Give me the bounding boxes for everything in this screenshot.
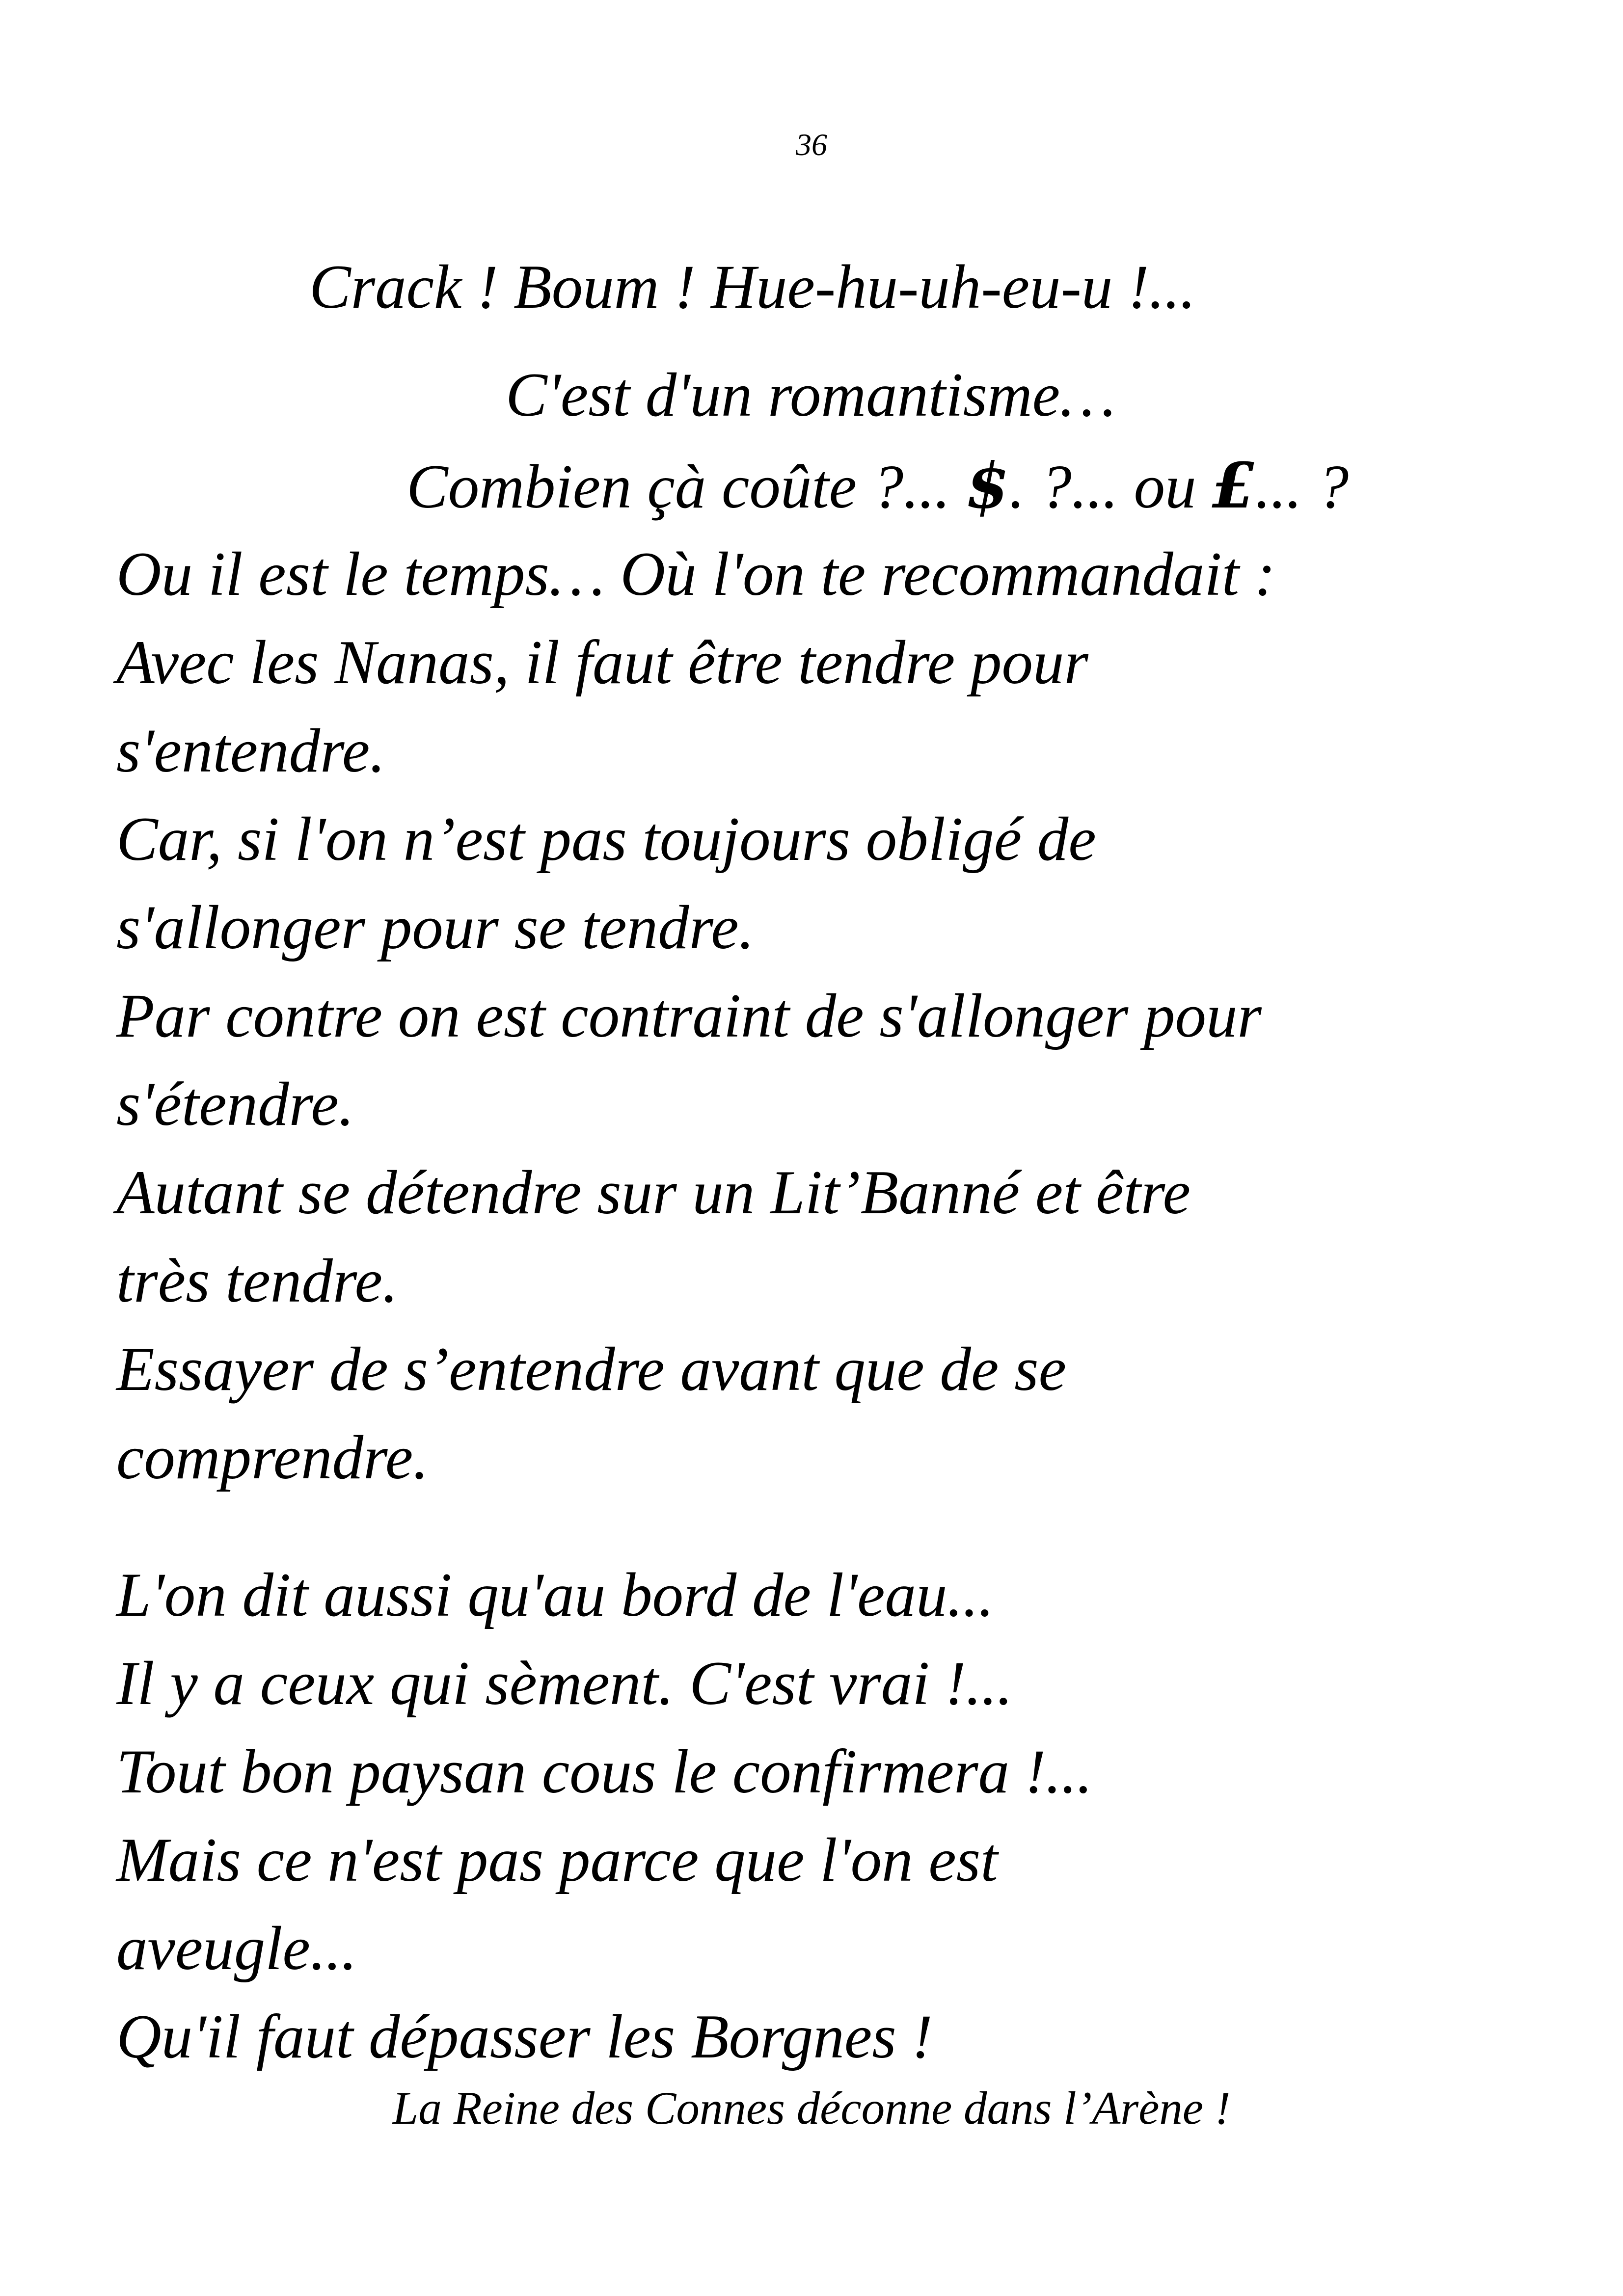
pound-symbol: £ — [1212, 449, 1255, 522]
poem-line: L'on dit aussi qu'au bord de l'eau... — [116, 1561, 994, 1629]
poem-line: s'étendre. — [116, 1070, 354, 1139]
centered-line-1: Crack ! Boum ! Hue-hu-uh-eu-u !... — [309, 253, 1196, 321]
page-number: 36 — [796, 127, 827, 162]
poem-line: aveugle... — [116, 1914, 357, 1983]
poem-line: Tout bon paysan cous le confirmera !... — [116, 1737, 1093, 1806]
poem-line: Qu'il faut dépasser les Borgnes ! — [116, 2002, 933, 2071]
centered-line-2: C'est d'un romantisme… — [506, 361, 1116, 429]
poem-line: Par contre on est contraint de s'allonger pour — [116, 982, 1262, 1050]
page-footer: La Reine des Connes déconne dans l’Arène ! — [392, 2082, 1231, 2134]
poem-line: Avec les Nanas, il faut être tendre pour — [116, 628, 1088, 697]
poem-line: s'allonger pour se tendre. — [116, 893, 755, 962]
poem-line: Autant se détendre sur un Lit’Banné et être — [116, 1158, 1190, 1227]
poem-line: Il y a ceux qui sèment. C'est vrai !... — [116, 1649, 1013, 1718]
poem-line: Mais ce n'est pas parce que l'on est — [116, 1826, 998, 1895]
dollar-symbol: $ — [966, 449, 1009, 522]
centered-line-3 — [406, 449, 1349, 524]
line3-text-a: Combien çà coûte ?... — [406, 453, 966, 521]
poem-line: comprendre. — [116, 1423, 429, 1492]
poem-line: Essayer de s’entendre avant que de se — [116, 1335, 1066, 1404]
poem-line: s'entendre. — [116, 717, 385, 785]
poem-line: très tendre. — [116, 1247, 398, 1315]
poem-body — [116, 530, 1540, 2081]
line3-text-c: ... ? — [1255, 453, 1349, 521]
line3-text-b: . ?... ou — [1009, 453, 1212, 521]
poem-line: Car, si l'on n’est pas toujours obligé de — [116, 805, 1096, 874]
poem-line: Ou il est le temps… Où l'on te recommandait : — [116, 540, 1276, 609]
